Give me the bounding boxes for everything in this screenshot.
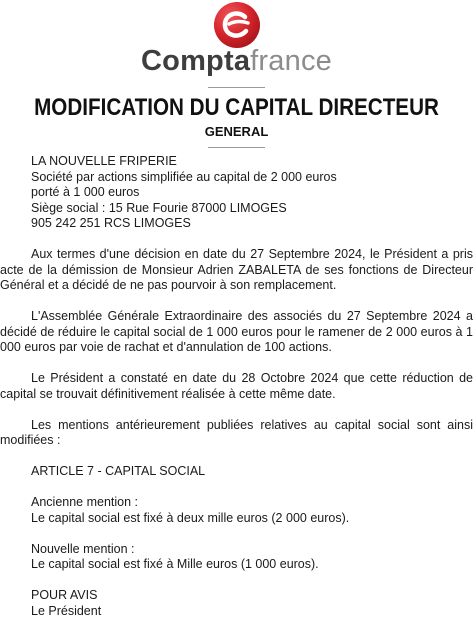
paragraph-capital-reduction: L'Assemblée Générale Extraordinaire des associés du 27 Septembre 2024 a décidé de réduire le capital social de 1 000 euros pour le ramener de 2 000 euros à 1 000 euros par voie de rachat et d'annulation de 100 actions. [0, 309, 473, 356]
bottom-divider [208, 147, 265, 148]
company-legal-form: Société par actions simplifiée au capital de 2 000 euros [31, 170, 451, 186]
notice-title: MODIFICATION DU CAPITAL DIRECTEUR [33, 94, 440, 122]
spacer [0, 526, 473, 542]
article-heading: ARTICLE 7 - CAPITAL SOCIAL [0, 464, 473, 480]
company-block [31, 154, 451, 232]
company-registration: 905 242 251 RCS LIMOGES [31, 216, 451, 232]
notice-subtitle: GENERAL [0, 124, 473, 140]
old-mention-text: Le capital social est fixé à deux mille euros (2 000 euros). [0, 511, 473, 527]
brand-name-light: france [250, 45, 332, 77]
company-name: LA NOUVELLE FRIPERIE [31, 154, 451, 170]
spacer [0, 573, 473, 589]
paragraph-completion: Le Président a constaté en date du 28 Octobre 2024 que cette réduction de capital se trouvait définitivement réalisée à cette même date. [0, 371, 473, 402]
closing-pour-avis: POUR AVIS [0, 588, 473, 604]
top-divider [208, 87, 265, 88]
brand-name [0, 44, 473, 78]
company-capital: porté à 1 000 euros [31, 185, 451, 201]
paragraph-modifications: Les mentions antérieurement publiées relatives au capital social sont ainsi modifiées : [0, 418, 473, 449]
company-address: Siège social : 15 Rue Fourie 87000 LIMOGES [31, 201, 451, 217]
spacer [0, 480, 473, 496]
old-mention-label: Ancienne mention : [0, 495, 473, 511]
paragraph-resignation: Aux termes d'une décision en date du 27 Septembre 2024, le Président a pris acte de la démission de Monsieur Adrien ZABALETA de ses fonctions de Directeur Général et a décidé de ne pas pourvoir à son remplacement. [0, 247, 473, 294]
closing-signatory: Le Président [0, 604, 473, 619]
notice-body [0, 247, 473, 619]
new-mention-text: Le capital social est fixé à Mille euros (1 000 euros). [0, 557, 473, 573]
brand-name-strong: Compta [141, 45, 250, 77]
logo-mark-icon [212, 0, 262, 50]
brand-logo [0, 0, 473, 85]
new-mention-label: Nouvelle mention : [0, 542, 473, 558]
